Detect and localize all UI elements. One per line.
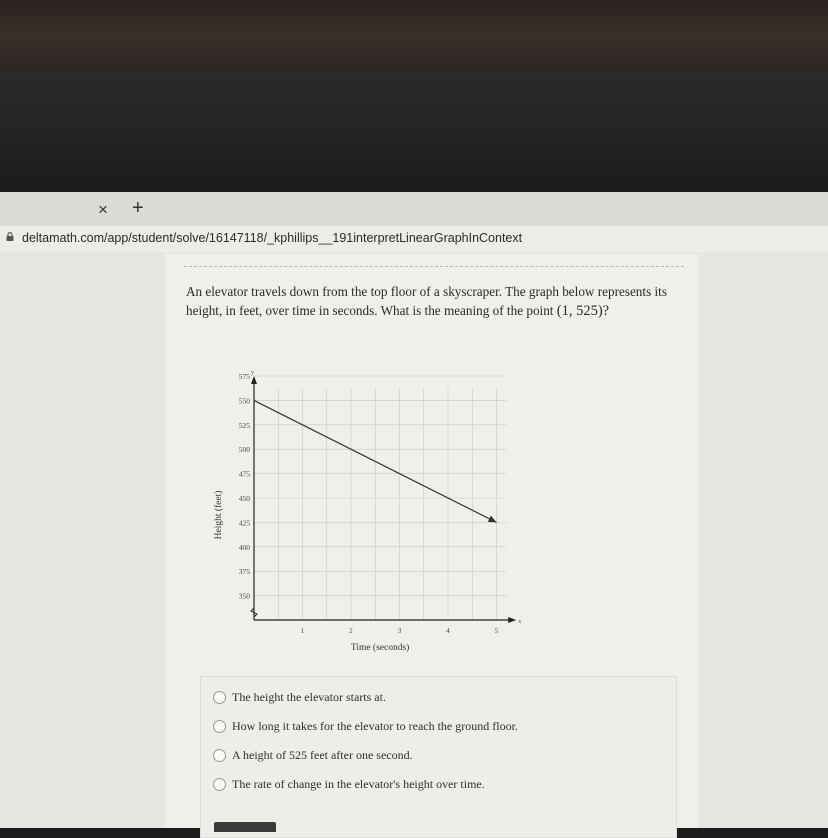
choice-label: The height the elevator starts at. bbox=[232, 689, 386, 704]
divider bbox=[184, 266, 684, 267]
question-point: (1, 525)? bbox=[556, 302, 610, 319]
y-axis-letter: y bbox=[251, 370, 254, 376]
y-tick-label: 575 bbox=[238, 372, 250, 381]
y-axis-title: Height (feet) bbox=[214, 490, 224, 540]
choice-rate-of-change[interactable] bbox=[213, 774, 485, 794]
radio-button[interactable] bbox=[213, 691, 226, 704]
x-axis-arrow-icon bbox=[508, 617, 516, 623]
close-tab-icon[interactable]: × bbox=[98, 200, 108, 219]
monitor-bezel bbox=[0, 70, 828, 200]
y-tick-label: 500 bbox=[238, 445, 250, 455]
desk-background bbox=[0, 0, 828, 80]
x-tick-label: 2 bbox=[349, 627, 353, 635]
question-text bbox=[186, 283, 676, 320]
y-tick-label: 550 bbox=[238, 396, 250, 406]
choice-time-to-ground[interactable] bbox=[213, 716, 518, 736]
y-tick-label: 375 bbox=[238, 567, 250, 577]
y-tick-label: 525 bbox=[238, 420, 250, 430]
radio-button[interactable] bbox=[213, 749, 226, 762]
y-axis-arrow-icon bbox=[251, 376, 257, 384]
choice-label: How long it takes for the elevator to reach the ground floor. bbox=[232, 718, 518, 733]
choice-label: The rate of change in the elevator's height over time. bbox=[232, 776, 485, 791]
x-tick-label: 5 bbox=[494, 627, 499, 635]
y-tick-label: 475 bbox=[238, 469, 250, 479]
y-tick-label: 425 bbox=[238, 518, 250, 528]
x-tick-label: 3 bbox=[397, 627, 402, 635]
y-tick-label: 450 bbox=[238, 494, 250, 503]
radio-button[interactable] bbox=[213, 778, 226, 791]
answer-choices bbox=[200, 676, 677, 838]
y-tick-label: 400 bbox=[238, 542, 250, 552]
submit-button[interactable] bbox=[214, 822, 276, 832]
radio-button[interactable] bbox=[213, 720, 226, 733]
x-axis-title: Time (seconds) bbox=[350, 643, 410, 653]
choice-starting-height[interactable] bbox=[213, 687, 386, 707]
tab-bar bbox=[0, 192, 828, 226]
browser-window bbox=[0, 192, 828, 828]
url-text[interactable]: deltamath.com/app/student/solve/16147118/_kphillips__191interpretLinearGraphInContext bbox=[22, 231, 523, 245]
x-tick-label: 1 bbox=[300, 627, 305, 635]
y-tick-label: 350 bbox=[238, 591, 250, 601]
x-axis-letter: x bbox=[518, 619, 522, 625]
choice-label: A height of 525 feet after one second. bbox=[232, 747, 413, 762]
new-tab-icon[interactable]: + bbox=[132, 197, 144, 219]
question-body: An elevator travels down from the top floor of a skyscraper. The graph below represents its height, in feet, over time in seconds. What is the meaning of the point bbox=[186, 284, 667, 318]
x-tick-label: 4 bbox=[446, 627, 450, 635]
page-content bbox=[0, 252, 828, 828]
height-time-graph bbox=[206, 370, 526, 670]
address-bar[interactable] bbox=[0, 226, 828, 252]
lock-icon bbox=[6, 232, 14, 241]
choice-height-after-one-second[interactable] bbox=[213, 745, 413, 765]
